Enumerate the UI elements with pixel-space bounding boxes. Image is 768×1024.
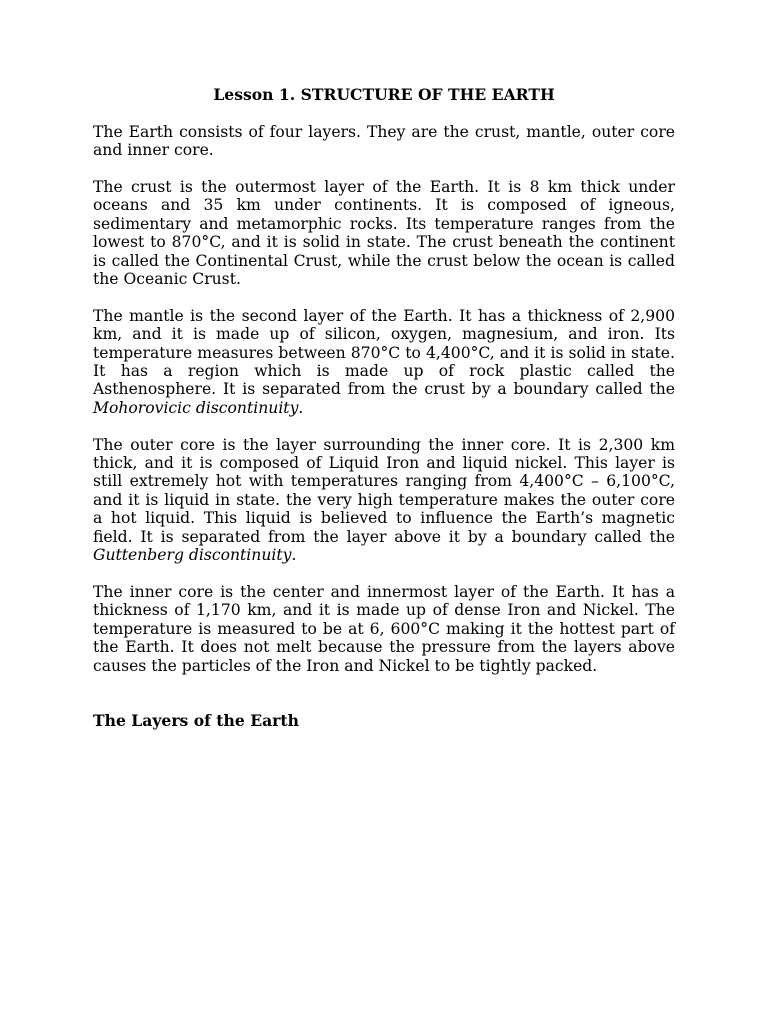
paragraph-text: The crust is the outermost layer of the Earth. It is 8 km thick under oceans and 35 km under continents. It is composed of igneous, sedimentary and metamorphic rocks. Its temperature ranges from the lowest to 870°C, and it is solid in state. The crust beneath the continent is called the Continental Crust, while the crust below the ocean is called the Oceanic Crust. — [93, 178, 675, 289]
paragraph-inner-core — [93, 583, 675, 675]
page-title: Lesson 1. STRUCTURE OF THE EARTH — [213, 85, 555, 104]
section-heading: The Layers of the Earth — [93, 710, 299, 730]
paragraph-mantle — [93, 307, 675, 417]
paragraph-punctuation: . — [298, 398, 304, 417]
paragraph-text: The mantle is the second layer of the Earth. It has a thickness of 2,900 km, and it is made up of silicon, oxygen, magnesium, and iron. Its temperature measures between 870°C to 4,400°C, and it is solid in state. It has a region which is made up of rock plastic called the Asthenosphere. It is separated from the crust by a boundary called the — [93, 306, 675, 399]
paragraph-text: The inner core is the center and innermost layer of the Earth. It has a thickness of 1,170 km, and it is made up of dense Iron and Nickel. The temperature is measured to be at 6, 600°C making it the hottest part of the Earth. It does not melt because the pressure from the layers above causes the particles of the Iron and Nickel to be tightly packed. — [93, 582, 675, 675]
paragraph-intro — [93, 123, 675, 160]
emphasized-term: Guttenberg discontinuity — [93, 546, 292, 565]
document-page — [93, 86, 675, 730]
paragraph-crust — [93, 178, 675, 288]
paragraph-outer-core — [93, 436, 675, 565]
paragraph-text: The outer core is the layer surrounding the inner core. It is 2,300 km thick, and it is composed of Liquid Iron and liquid nickel. This layer is still extremely hot with temperatures ranging from 4,400°C – 6,100°C, and it is liquid in state. the very high temperature makes the outer core a hot liquid. This liquid is believed to influence the Earth’s magnetic field. It is separated from the layer above it by a boundary called the — [93, 435, 675, 546]
emphasized-term: Mohorovicic discontinuity — [93, 398, 299, 417]
paragraph-text: The Earth consists of four layers. They are the crust, mantle, outer core and inner core. — [93, 122, 675, 160]
paragraph-punctuation: . — [291, 546, 297, 565]
